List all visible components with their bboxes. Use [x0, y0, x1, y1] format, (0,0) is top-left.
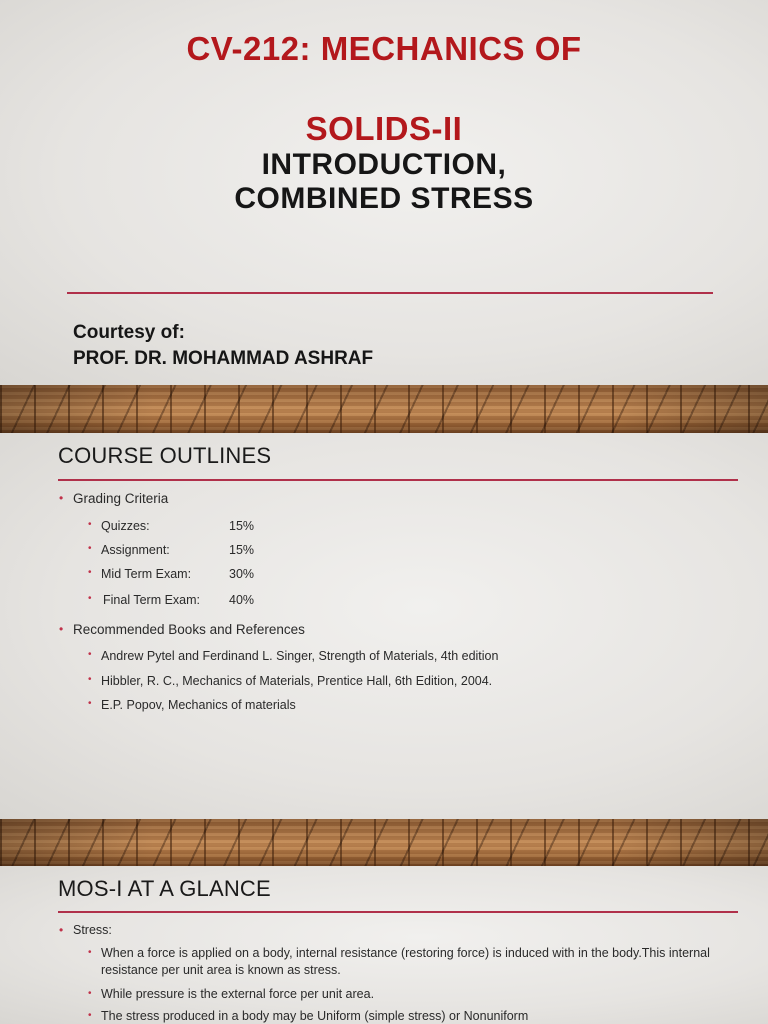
course-title: CV-212: MECHANICS OF: [186, 30, 582, 67]
slide-heading: COURSE OUTLINES: [58, 443, 272, 468]
bullet-dot: •: [88, 988, 92, 999]
slide-heading: MOS-I AT A GLANCE: [58, 876, 271, 901]
grading-item: • Final Term Exam: 40%: [88, 593, 254, 607]
subtitle-line1: INTRODUCTION,: [261, 148, 507, 181]
courtesy-name: PROF. DR. MOHAMMAD ASHRAF: [73, 348, 374, 369]
divider-rule: [67, 292, 713, 294]
heading-rule: [58, 911, 738, 913]
wood-floor-band: [0, 385, 768, 433]
bullet-books: • Recommended Books and References: [59, 622, 305, 637]
stress-types: The stress produced in a body may be Uniform (simple stress) or Nonuniform: [101, 1009, 529, 1023]
courtesy-label: Courtesy of:: [73, 322, 185, 343]
course-title-line2: SOLIDS-II: [305, 110, 463, 147]
heading-rule: [58, 479, 738, 481]
wood-floor-band: [0, 819, 768, 866]
bullet-stress: • Stress:: [59, 923, 112, 937]
title-slide: [0, 0, 768, 385]
pressure-definition: While pressure is the external force per unit area.: [101, 987, 375, 1001]
book-item: • E.P. Popov, Mechanics of materials: [88, 698, 296, 712]
mos-glance-slide: [0, 866, 768, 1024]
subtitle-line2: COMBINED STRESS: [234, 182, 534, 215]
bullet-dot: •: [88, 947, 92, 958]
course-outlines-slide: [0, 433, 768, 819]
book-item: • Andrew Pytel and Ferdinand L. Singer, Strength of Materials, 4th edition: [88, 649, 498, 663]
bullet-grading: • Grading Criteria: [59, 491, 168, 506]
grading-item: • Quizzes: 15%: [88, 519, 254, 533]
grading-item: • Assignment: 15%: [88, 543, 254, 557]
book-item: • Hibbler, R. C., Mechanics of Materials, Prentice Hall, 6th Edition, 2004.: [88, 674, 492, 688]
grading-item: • Mid Term Exam: 30%: [88, 567, 254, 581]
bullet-dot: •: [88, 1010, 92, 1021]
stress-definition: When a force is applied on a body, internal resistance (restoring force) is induced with in the body.This internal resistance per unit area is known as stress.: [101, 946, 710, 977]
